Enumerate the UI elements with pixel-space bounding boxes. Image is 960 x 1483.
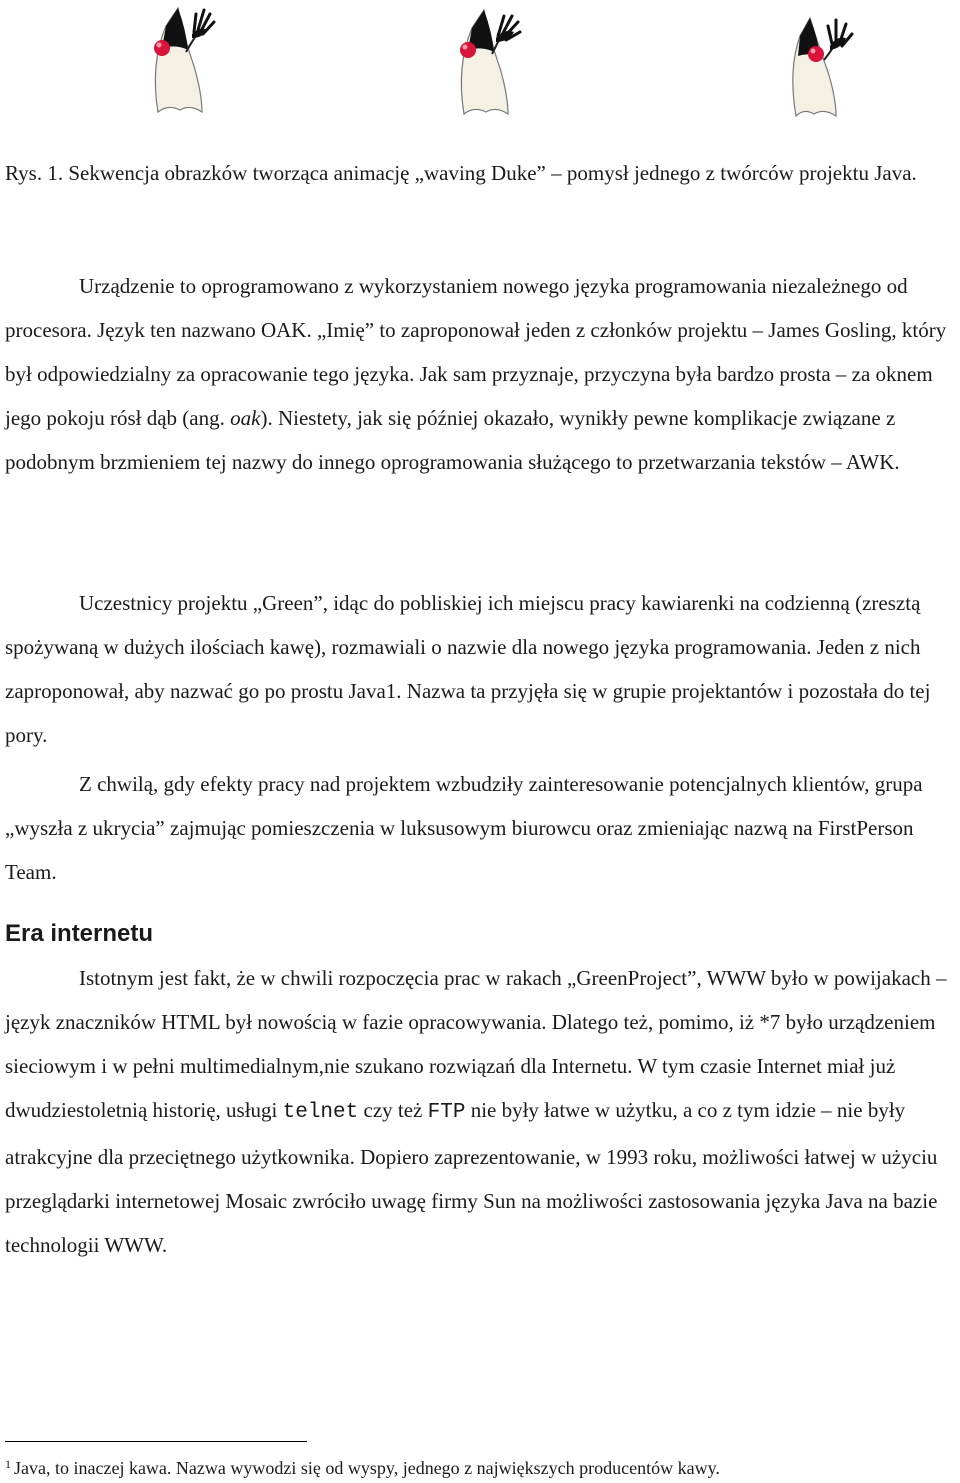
duke-wave-frame-2-image <box>430 4 540 120</box>
footnote-number: 1 <box>5 1457 11 1471</box>
paragraph-text: ). Niestety, jak się później okazało, wynikły pewne komplikacje związane z podobnym brzmieniem tej nazwy do innego oprogramowania służącego to przetwarzania tekstów – AWK. <box>5 406 900 474</box>
duke-animation-figure <box>0 0 960 125</box>
footnote-separator <box>5 1441 307 1442</box>
footnote <box>5 1453 720 1479</box>
paragraph-text: czy też <box>358 1098 428 1122</box>
duke-wave-frame-1-image <box>128 4 238 120</box>
figure-caption: Rys. 1. Sekwencja obrazków tworząca animację „waving Duke” – pomysł jednego z twórców projektu Java. <box>5 161 917 185</box>
duke-wave-frame-3-image <box>770 4 880 120</box>
paragraph-text: Urządzenie to oprogramowano z wykorzystaniem nowego języka programowania niezależnego od procesora. Język ten nazwano OAK. „Imię” to zaproponował jeden z członków projektu – James Gosling, który był odpowiedzialny za opracowanie tego języka. Jak sam przyznaje, przyczyna była bardzo prosta – za oknem jego pokoju rósł dąb (ang. <box>5 274 947 430</box>
paragraph-java-name <box>5 581 957 757</box>
paragraph-firstperson <box>5 762 957 894</box>
footnote-text: Java, to inaczej kawa. Nazwa wywodzi się od wyspy, jednego z największych producentów kawy. <box>14 1458 720 1478</box>
paragraph-text: Z chwilą, gdy efekty pracy nad projektem wzbudziły zainteresowanie potencjalnych klientów, grupa „wyszła z ukrycia” zajmując pomieszczenia w luksusowym biurowcu oraz zmieniając nazwą na FirstPerson Team. <box>5 772 923 884</box>
paragraph-text: Uczestnicy projektu „Green”, idąc do pobliskiej ich miejscu pracy kawiarenki na codzienną (zresztą spożywaną w dużych ilościach kawę), rozmawiali o nazwie dla nowego języka programowania. Jeden z nich zaproponował, aby nazwać go po prostu Java1. Nazwa ta przyjęła się w grupie projektantów i pozostała do tej pory. <box>5 591 931 747</box>
code-term-ftp: FTP <box>427 1101 466 1124</box>
paragraph-internet-era <box>5 956 957 1267</box>
paragraph-oak-name <box>5 264 957 484</box>
section-heading-era-internetu: Era internetu <box>5 920 154 947</box>
paragraph-text: nie były łatwe w użytku, a co z tym idzie – nie były atrakcyjne dla przeciętnego użytkownika. Dopiero zaprezentowanie, w 1993 roku, możliwości łatwej w użyciu przeglądarki internetowej Mosaic zwróciło uwagę firmy Sun na możliwości zastosowania języka Java na bazie technologii WWW. <box>5 1098 938 1257</box>
code-term-telnet: telnet <box>282 1101 359 1124</box>
italic-term-oak: oak <box>230 406 261 430</box>
paragraph-text: Istotnym jest fakt, że w chwili rozpoczęcia prac w rakach „GreenProject”, WWW było w powijakach – język znaczników HTML był nowością w fazie opracowywania. Dlatego też, pomimo, iż *7 było urządzeniem sieciowym i w pełni multimedialnym,nie szukano rozwiązań dla Internetu. W tym czasie Internet miał już dwudziestoletnią historię, usługi <box>5 966 947 1122</box>
